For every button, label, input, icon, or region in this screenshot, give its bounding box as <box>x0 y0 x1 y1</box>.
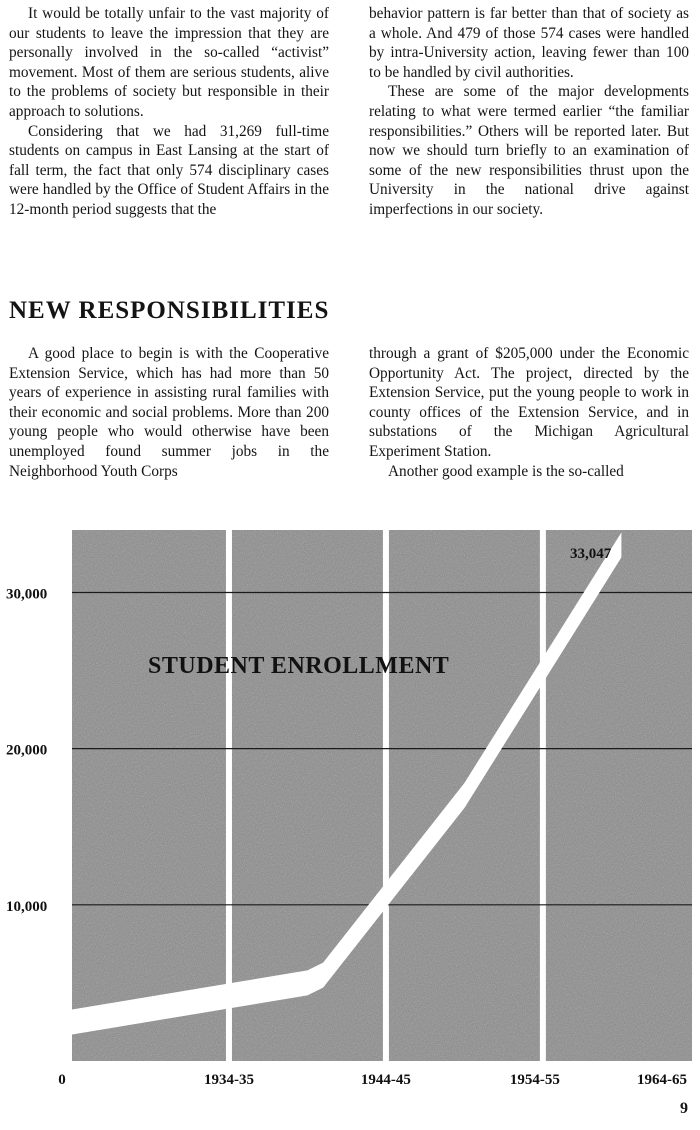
x-tick-label: 1964-65 <box>637 1072 687 1088</box>
y-tick-label: 0 <box>58 1072 66 1088</box>
text-column-middle-left <box>9 344 329 481</box>
text-column-middle-right <box>369 344 689 481</box>
paragraph: through a grant of $205,000 under the Economic Opportunity Act. The project, directed by the Extension Service, put the young people to work in county offices of the Extension Service, and in substations of the Michigan Agricultural Experiment Station. <box>369 345 689 460</box>
text-column-top-left <box>9 4 329 220</box>
chart-title: STUDENT ENROLLMENT <box>148 653 450 679</box>
y-tick-label: 30,000 <box>6 586 48 603</box>
y-tick-label: 10,000 <box>6 898 48 915</box>
paragraph: It would be totally unfair to the vast majority of our students to leave the impression that they are personally involved in the so-called “activist” movement. Most of them are serious students, alive to the problems of society but responsible in their approach to solutions. <box>9 5 329 120</box>
page-number: 9 <box>680 1100 688 1117</box>
peak-value-label: 33,047 <box>570 546 612 562</box>
chart-canvas <box>0 520 700 1090</box>
column-divider <box>383 530 389 1061</box>
x-tick-label: 1934-35 <box>203 1072 254 1088</box>
column-divider <box>540 530 546 1061</box>
y-tick-label: 20,000 <box>6 742 48 759</box>
paragraph: Considering that we had 31,269 full-time students on campus in East Lansing at the start of fall term, the fact that only 574 disciplinary cases were handled by the Office of Student Affairs in the 12-month period suggests that the <box>9 122 329 218</box>
paragraph: These are some of the major developments relating to what were termed earlier “the familiar responsibilities.” Others will be reported later. But now we should turn briefly to an examination of some of the new responsibilities thrust upon the University in the national drive against imperfections in our society. <box>369 83 689 218</box>
enrollment-chart <box>0 520 700 1090</box>
text-column-top-right <box>369 4 689 220</box>
paragraph: behavior pattern is far better than that of society as a whole. And 479 of those 574 cases were handled by intra-University action, leaving fewer than 100 to be handled by civil authorities. <box>369 5 689 81</box>
plot-texture <box>72 530 692 1061</box>
section-heading: NEW RESPONSIBILITIES <box>9 297 330 324</box>
paragraph: Another good example is the so-called <box>388 462 624 480</box>
x-tick-label: 1954-55 <box>509 1072 560 1088</box>
x-tick-label: 1944-45 <box>360 1072 411 1088</box>
paragraph: A good place to begin is with the Cooperative Extension Service, which has had more than 50 years of experience in assisting rural families with their economic and social problems. More than 200 young people who would otherwise have been unemployed found summer jobs in the Neighborhood Youth Corps <box>9 345 329 480</box>
column-divider <box>226 530 232 1061</box>
